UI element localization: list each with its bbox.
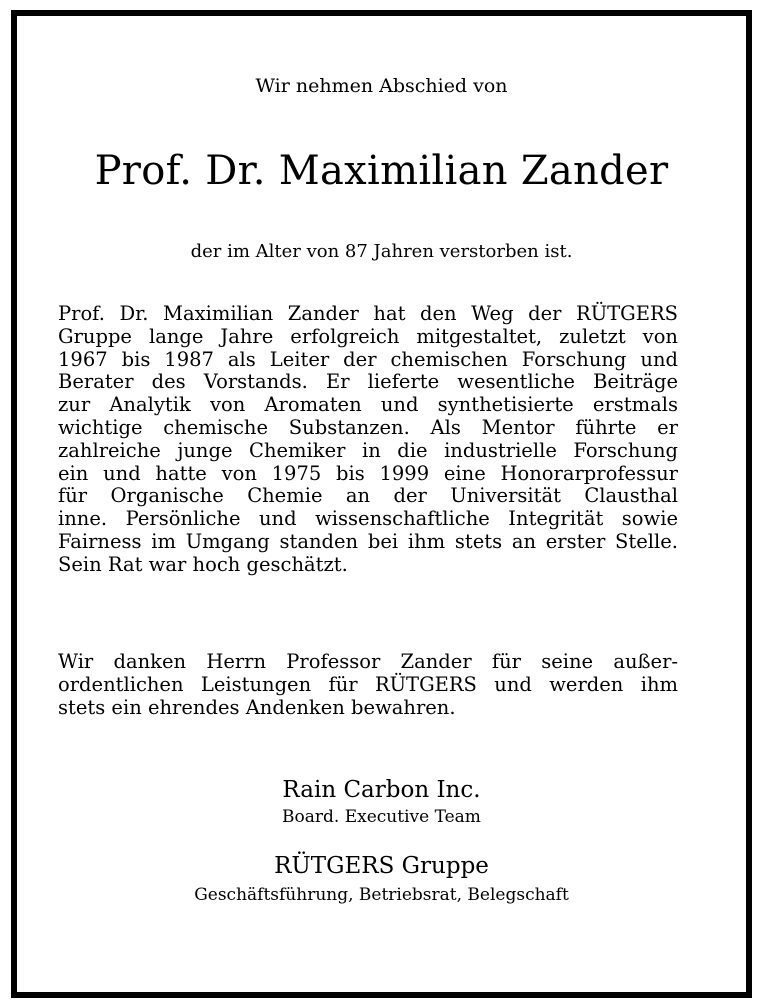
tribute-line: Berater des Vorstands. Er lieferte wesentliche Beiträge [58,370,678,394]
tribute-line: Fairness im Umgang standen bei ihm stets an erster Stelle. [58,529,678,553]
thanks-paragraph [58,651,678,719]
signatory-subtitle: Board. Executive Team [282,807,481,827]
signatory-company: RÜTGERS Gruppe [274,853,489,879]
tribute-line: für Organische Chemie an der Universität Clausthal [58,484,678,508]
intro-line: Wir nehmen Abschied von [255,75,508,97]
signatory-subtitle: Geschäftsführung, Betriebsrat, Belegschaft [194,885,569,905]
thanks-line: ordentlichen Leistungen für RÜTGERS und werden ihm [58,672,678,696]
tribute-line: inne. Persönliche und wissenschaftliche Integrität sowie [58,507,678,531]
signatory-company: Rain Carbon Inc. [282,777,481,803]
tribute-line: Prof. Dr. Maximilian Zander hat den Weg der RÜTGERS [58,302,678,325]
tribute-line: zur Analytik von Aromaten und synthetisierte erstmals [58,393,678,417]
tribute-line: ein und hatte von 1975 bis 1999 eine Honorarprofessur [58,461,678,485]
tribute-line: zahlreiche junge Chemiker in die industrielle Forschung [58,438,678,462]
tribute-line: 1967 bis 1987 als Leiter der chemischen Forschung und [58,347,678,371]
tribute-line: Gruppe lange Jahre erfolgreich mitgestaltet, zuletzt von [58,324,678,348]
thanks-line: Wir danken Herrn Professor Zander für seine außer- [58,650,678,673]
tribute-line: Sein Rat war hoch geschätzt. [58,552,348,576]
tribute-line: wichtige chemische Substanzen. Als Mentor führte er [58,415,678,439]
thanks-line: stets ein ehrendes Andenken bewahren. [58,695,456,719]
deceased-name: Prof. Dr. Maximilian Zander [94,148,669,194]
tribute-paragraph [58,303,678,577]
age-line: der im Alter von 87 Jahren verstorben ist. [190,241,573,262]
